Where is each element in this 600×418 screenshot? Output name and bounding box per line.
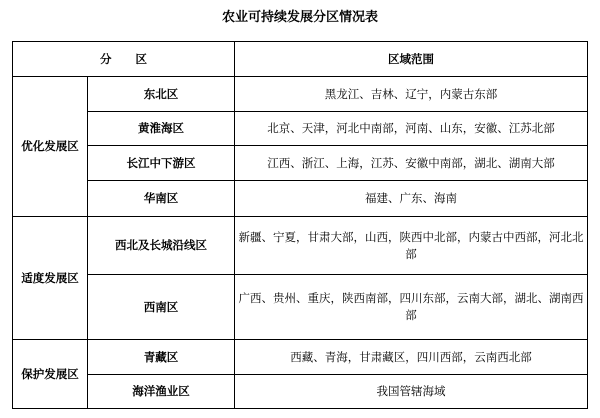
scope-yangtze: 江西、浙江、上海，江苏、安徽中南部，湖北、湖南大部 — [235, 146, 588, 181]
scope-qinghai-tibet: 西藏、青海，甘肃藏区，四川西部，云南西北部 — [235, 340, 588, 375]
table-row — [13, 340, 588, 375]
table-row — [13, 217, 588, 275]
subzone-marine-fishery: 海洋渔业区 — [88, 375, 235, 409]
scope-south-china: 福建、广东、海南 — [235, 181, 588, 217]
table-row — [13, 112, 588, 146]
category-optimized: 优化发展区 — [13, 77, 88, 217]
table-header-row — [13, 42, 588, 77]
zoning-table — [12, 41, 588, 409]
subzone-yangtze: 长江中下游区 — [88, 146, 235, 181]
category-moderate: 适度发展区 — [13, 217, 88, 340]
header-scope: 区域范围 — [235, 42, 588, 77]
category-protected: 保护发展区 — [13, 340, 88, 409]
subzone-qinghai-tibet: 青藏区 — [88, 340, 235, 375]
scope-marine-fishery: 我国管辖海域 — [235, 375, 588, 409]
subzone-south-china: 华南区 — [88, 181, 235, 217]
scope-northeast: 黑龙江、吉林、辽宁，内蒙古东部 — [235, 77, 588, 112]
scope-southwest: 广西、贵州、重庆，陕西南部，四川东部，云南大部，湖北、湖南西部 — [235, 275, 588, 340]
subzone-huanghuaihai: 黄淮海区 — [88, 112, 235, 146]
scope-huanghuaihai: 北京、天津，河北中南部，河南、山东，安徽、江苏北部 — [235, 112, 588, 146]
header-zone-label: 分 区 — [99, 51, 148, 66]
header-zone — [13, 42, 235, 77]
subzone-northeast: 东北区 — [88, 77, 235, 112]
table-row — [13, 375, 588, 409]
table-title: 农业可持续发展分区情况表 — [221, 10, 378, 25]
table-row — [13, 275, 588, 340]
table-row — [13, 146, 588, 181]
subzone-northwest: 西北及长城沿线区 — [88, 217, 235, 275]
table-row — [13, 181, 588, 217]
scope-northwest: 新疆、宁夏，甘肃大部，山西，陕西中北部，内蒙古中西部，河北北部 — [235, 217, 588, 275]
table-row — [13, 77, 588, 112]
subzone-southwest: 西南区 — [88, 275, 235, 340]
